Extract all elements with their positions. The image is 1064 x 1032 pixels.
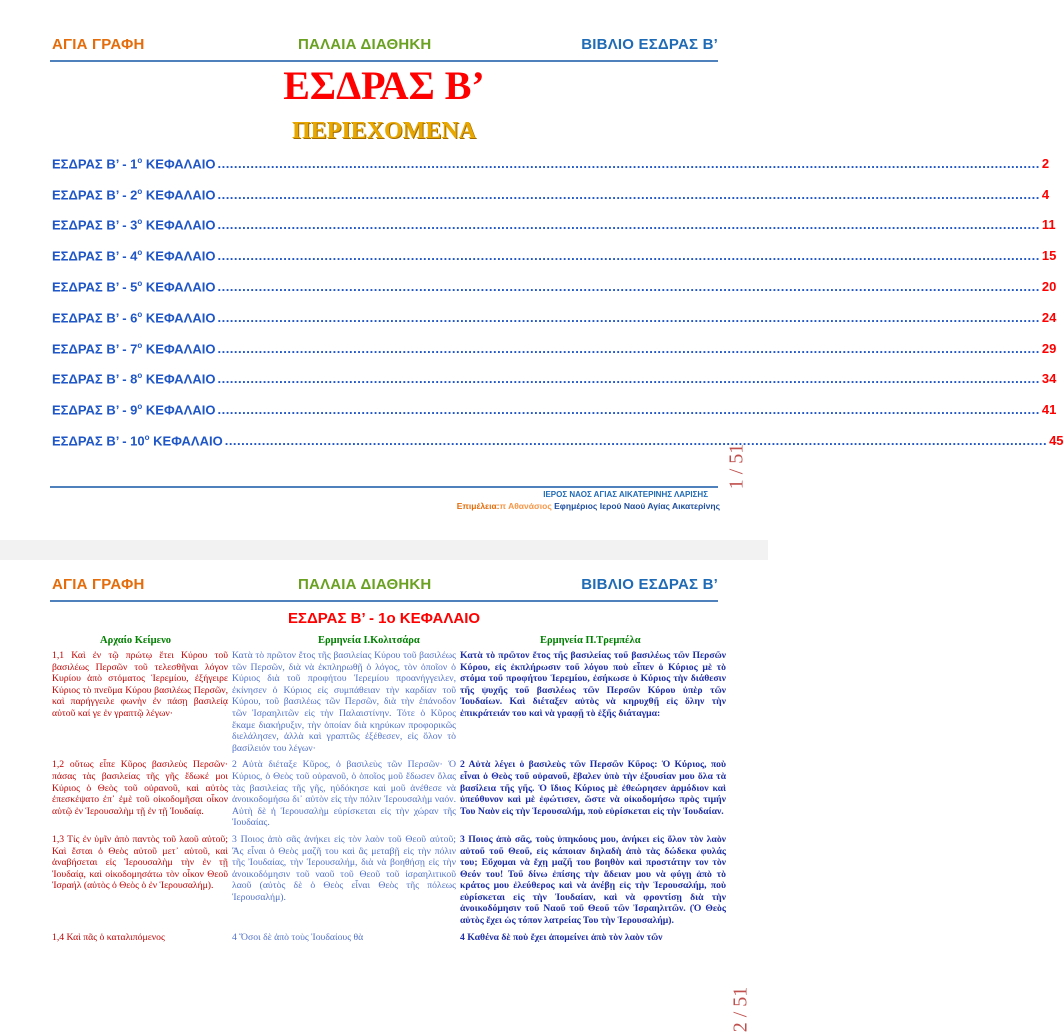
toc-entry-label: ΕΣΔΡΑΣ Β’ - $2^o$ ΚΕΦΑΛΑΙΟ — [52, 186, 216, 202]
page-gap — [0, 540, 768, 560]
original-text: 1,2 οὕτως εἶπε Κῦρος βασιλεὺς Περσῶν· πάσας τὰς βασιλείας τῆς γῆς ἔδωκέ μοι Κύριος ὁ Θεὸς τοῦ οὐρανοῦ, καὶ αὐτὸς ἐπεσκέψατο ἐπ᾿ ἐμὲ τοῦ οἰκοδομῆσαι οἶκον αὐτῷ ἐν Ἱερουσαλὴμ τῇ ἐν τῇ Ἰουδαίᾳ. — [52, 759, 228, 817]
toc-leader: ........................................................................................................................................................................................................ — [217, 340, 1040, 356]
header-center: ΠΑΛΑΙΑ ΔΙΑΘΗΚΗ — [298, 576, 432, 593]
verse-row — [50, 650, 728, 754]
kolitsaras-text: Κατὰ τὸ πρῶτον ἔτος τῆς βασιλείας Κύρου τοῦ βασιλέως τῶν Περσῶν, διὰ νὰ ἐκπληρωθῇ ὁ λόγος, τὸν ὁποῖον ὁ Κύριος διὰ τοῦ προφήτου Ἱερεμίου προανήγγειλεν, ἐκίνησεν ὁ Κύριος εἰς συμπάθειαν τὴν καρδίαν τοῦ Κύρου, τοῦ βασιλέως τῶν Περσῶν, διὰ τὴν ἐπάνοδον τῶν Ἰσραηλιτῶν εἰς τὴν Παλαιστίνην. Τότε ὁ Κῦρος ἔκαμε διακήρυξιν, τὴν ὁποίαν διὰ κηρύκων προφορικῶς διελάλησεν, ἀλλὰ καὶ γραπτῶς ἐξέθεσεν, εἰς ὅλον τὸ βασίλειόν του λέγων· — [232, 650, 456, 754]
toc-leader: ........................................................................................................................................................................................................ — [217, 371, 1040, 387]
column-head-trempelas: Ερμηνεία Π.Τρεμπέλα — [540, 635, 641, 646]
toc-entry[interactable] — [52, 333, 1057, 364]
toc-page-number: 20 — [1041, 279, 1057, 295]
footer-credit-label: Επιμέλεια: — [456, 501, 500, 511]
column-head-kolitsaras: Ερμηνεία Ι.Κολιτσάρα — [318, 635, 420, 646]
toc-page-number: 45 — [1049, 433, 1064, 449]
column-head-original: Αρχαίο Κείμενο — [100, 635, 172, 646]
kolitsaras-text: 2 Αὐτὰ διέταξε Κῦρος, ὁ βασιλεὺς τῶν Περσῶν· Ὁ Κύριος, ὁ Θεὸς τοῦ οὐρανοῦ, ὁ ὁποῖος μοῦ ἔδωσεν ὅλας τὰς βασιλείας τῆς γῆς, ηὐδόκησε καὶ μοῦ ἀνέθεσε νὰ ἀνοικοδομήσω δι᾿ αὐτὸν εἰς τὴν πόλιν Ἱερουσαλὴμ ναόν. Αὐτὴ δὲ ἡ Ἱερουσαλὴμ εὑρίσκεται εἰς τὴν χώραν τῆς Ἰουδαίας. — [232, 759, 456, 829]
toc-leader: ........................................................................................................................................................................................................ — [217, 217, 1040, 233]
toc-page-number: 34 — [1041, 371, 1057, 387]
book-title: ΕΣΔΡΑΣ Β’ — [283, 63, 485, 108]
page-2 — [0, 560, 768, 1032]
header-left: ΑΓΙΑ ΓΡΑΦΗ — [52, 576, 145, 593]
toc-page-number: 2 — [1041, 155, 1050, 171]
trempelas-text: 3 Ποιος ἀπὸ σᾶς, τοὺς ὑπηκόους μου, ἀνήκει εἰς ὅλον τὸν λαὸν αὐτοῦ τοῦ Θεοῦ, εἰς κάποιαν δηλαδὴ ἀπὸ τὰς δώδεκα φυλάς του; Εὔχομαι νὰ ἔχῃ μαζῆ του βοηθὸν καὶ προστάτην τον τὸν Θεόν του! Τοῦ δίνω ἐπίσης τὴν ἄδειαν μου νὰ φύγῃ ἀπὸ τὸ κράτος μου ἐλεύθερος καὶ νὰ ἀνέβῃ εἰς τὴν Ἱερουσαλήμ, ποὺ εὑρίσκεται εἰς τὴν Ἰουδαίαν, καὶ νὰ φροντίσῃ διὰ τὴν ἀνοικοδόμησιν τοῦ Ναοῦ τοῦ Θεοῦ τῶν Ἰσραηλιτῶν. (Ὁ Θεὸς αὐτὸς ἔχει ὡς τόπον λατρείας Του τὴν Ἱερουσαλήμ). — [460, 833, 726, 927]
original-text: 1,4 Καὶ πᾶς ὁ καταλιπόμενος — [52, 931, 165, 943]
footer-church: ΙΕΡΟΣ ΝΑΟΣ ΑΓΙΑΣ ΑΙΚΑΤΕΡΙΝΗΣ ΛΑΡΙΣΗΣ — [543, 490, 708, 499]
toc-entry[interactable] — [52, 364, 1057, 395]
verse-row — [50, 834, 728, 927]
toc-entry-label: ΕΣΔΡΑΣ Β’ - $5^o$ ΚΕΦΑΛΑΙΟ — [52, 278, 216, 295]
toc-page-number: 41 — [1041, 402, 1057, 418]
toc-entry[interactable] — [52, 240, 1057, 271]
toc-page-number: 15 — [1041, 248, 1057, 264]
kolitsaras-text: 4 Ὅσοι δὲ ἀπὸ τοὺς Ἰουδαίους θὰ — [232, 931, 364, 943]
verse-table — [50, 650, 728, 943]
toc-leader: ........................................................................................................................................................................................................ — [217, 248, 1040, 264]
trempelas-text: 2 Αὐτὰ λέγει ὁ βασιλεὺς τῶν Περσῶν Κῦρος: Ὁ Κύριος, ποὺ εἶναι ὁ Θεὸς τοῦ οὐρανοῦ, ἔβαλεν ὑπὸ τὴν ἐξουσίαν μου ὅλα τὰ βασίλεια τῆς γῆς. Ὁ ἴδιος Κύριος μὲ ἐθεώρησεν ἁρμόδιον καὶ ὑπεύθυνον καὶ μὲ ἐφώτισεν, ὥστε νὰ οἰκοδομήσω πρὸς τιμήν Του Ναὸν εἰς τὴν Ἱερουσαλήμ, ποὺ εὑρίσκεται εἰς τὴν Ἰουδαίαν. — [460, 759, 726, 817]
toc-leader: ........................................................................................................................................................................................................ — [217, 186, 1040, 202]
original-text: 1,3 Τίς ἐν ὑμῖν ἀπὸ παντὸς τοῦ λαοῦ αὐτοῦ; Καὶ ἔσται ὁ Θεὸς αὐτοῦ μετ᾿ αὐτοῦ, καὶ ἀναβήσεται εἰς Ἱερουσαλὴμ τὴν ἐν τῇ Ἰουδαίᾳ, καὶ οἰκοδομησάτω τὸν οἶκον Θεοῦ Ἰσραήλ (αὐτὸς ὁ Θεὸς ὁ ἐν Ἱερουσαλήμ). — [52, 833, 228, 892]
toc-entry[interactable] — [52, 148, 1050, 179]
kolitsaras-text: 3 Ποιος ἀπὸ σᾶς ἀνήκει εἰς τὸν λαὸν τοῦ Θεοῦ αὐτοῦ; Ἂς εἶναι ὁ Θεὸς μαζῆ του καὶ ἂς μεταβῇ εἰς τὴν πόλιν τῆς Ἰουδαίας, τὴν Ἱερουσαλήμ, διὰ νὰ βοηθήσῃ εἰς τὴν ἀνοικοδόμησιν τοῦ ναοῦ τοῦ Θεοῦ τοῦ ἰσραηλιτικοῦ λαοῦ (αὐτὸς δὲ ὁ Θεὸς εἶναι Θεὸς τῆς πόλεως Ἱερουσαλήμ). — [232, 833, 456, 903]
footer-rule — [50, 486, 718, 488]
toc-entry[interactable] — [52, 425, 1064, 456]
footer-credit — [457, 501, 720, 511]
toc-page-number: 11 — [1041, 217, 1056, 233]
trempelas-text: 4 Καθένα δὲ ποὺ ἔχει ἀπομείνει ἀπὸ τὸν λαὸν τῶν — [460, 931, 663, 943]
verse-row — [50, 932, 728, 944]
page-header — [0, 570, 768, 600]
original-text: 1,1 Καὶ ἐν τῷ πρώτῳ ἔτει Κύρου τοῦ βασιλέως Περσῶν τοῦ τελεσθῆναι λόγον Κυρίου ἀπὸ στόματος Ἱερεμίου, ἐξήγειρε Κύριος τὸ πνεῦμα Κύρου βασιλέως Περσῶν, καὶ παρήγγειλε φωνὴν ἐν πάσῃ βασιλείᾳ αὐτοῦ καί γε ἐν γραπτῷ λέγων· — [52, 650, 228, 719]
chapter-title: ΕΣΔΡΑΣ Β’ - 1ο ΚΕΦΑΛΑΙΟ — [287, 610, 481, 627]
toc-entry-label: ΕΣΔΡΑΣ Β’ - $10^o$ ΚΕΦΑΛΑΙΟ — [52, 432, 223, 449]
page-number: 1 / 51 — [725, 443, 748, 490]
header-right: ΒΙΒΛΙΟ ΕΣΔΡΑΣ Β’ — [581, 36, 718, 53]
toc-page-number: 24 — [1041, 309, 1057, 325]
toc-entry-label: ΕΣΔΡΑΣ Β’ - $7^o$ ΚΕΦΑΛΑΙΟ — [52, 340, 216, 356]
toc-entry-label: ΕΣΔΡΑΣ Β’ - $9^o$ ΚΕΦΑΛΑΙΟ — [52, 402, 216, 418]
header-left: ΑΓΙΑ ΓΡΑΦΗ — [52, 36, 145, 53]
verse-row — [50, 759, 728, 829]
footer-credit-role: Εφημέριος Ιερού Ναού Αγίας Αικατερίνης — [551, 501, 720, 511]
page-number: 2 / 51 — [729, 986, 752, 1032]
toc-entry[interactable] — [52, 210, 1056, 241]
toc-page-number: 29 — [1041, 340, 1057, 356]
footer-credit-name: π Αθανάσιος — [499, 501, 552, 511]
table-of-contents — [52, 148, 1064, 456]
toc-page-number: 4 — [1041, 186, 1050, 202]
toc-entry[interactable] — [52, 302, 1057, 333]
toc-entry-label: ΕΣΔΡΑΣ Β’ - $1^o$ ΚΕΦΑΛΑΙΟ — [52, 155, 216, 172]
toc-entry[interactable] — [52, 271, 1057, 302]
header-rule — [50, 600, 718, 602]
header-right: ΒΙΒΛΙΟ ΕΣΔΡΑΣ Β’ — [581, 576, 718, 593]
toc-leader: ........................................................................................................................................................................................................ — [217, 309, 1040, 325]
trempelas-text: Κατὰ τὸ πρῶτον ἔτος τῆς βασιλείας τοῦ βασιλέως τῶν Περσῶν Κύρου, εἰς ἐκπλήρωσιν τοῦ λόγου ποὺ εἶπεν ὁ Κύριος μὲ τὸ στόμα τοῦ προφήτου Ἱερεμίου, ἐσήκωσε ὁ Κύριος τὴν διάθεσιν τῆς ψυχῆς τοῦ βασιλέως τῶν Περσῶν Κύρου ὑπὲρ τῶν Ἰουδαίων. Καὶ διέταξεν αὐτὸς νὰ κηρυχθῇ εἰς ὅλην τὴν ἐπικράτειάν του καὶ νὰ γραφῇ τὸ ἑξῆς διάταγμα: — [460, 650, 726, 719]
toc-entry[interactable] — [52, 179, 1050, 210]
toc-entry-label: ΕΣΔΡΑΣ Β’ - $6^o$ ΚΕΦΑΛΑΙΟ — [52, 309, 216, 326]
header-center: ΠΑΛΑΙΑ ΔΙΑΘΗΚΗ — [298, 36, 432, 53]
toc-entry[interactable] — [52, 394, 1057, 425]
page-header — [0, 30, 768, 60]
toc-entry-label: ΕΣΔΡΑΣ Β’ - $3^o$ ΚΕΦΑΛΑΙΟ — [52, 217, 216, 233]
toc-leader: ........................................................................................................................................................................................................ — [217, 155, 1040, 171]
toc-entry-label: ΕΣΔΡΑΣ Β’ - $4^o$ ΚΕΦΑΛΑΙΟ — [52, 248, 216, 264]
toc-entry-label: ΕΣΔΡΑΣ Β’ - $8^o$ ΚΕΦΑΛΑΙΟ — [52, 371, 216, 387]
toc-leader: ........................................................................................................................................................................................................ — [217, 279, 1040, 295]
toc-leader: ........................................................................................................................................................................................................ — [217, 402, 1040, 418]
contents-heading: ΠΕΡΙΕΧΟΜΕΝΑ — [291, 118, 476, 144]
toc-leader: ........................................................................................................................................................................................................ — [224, 433, 1048, 449]
